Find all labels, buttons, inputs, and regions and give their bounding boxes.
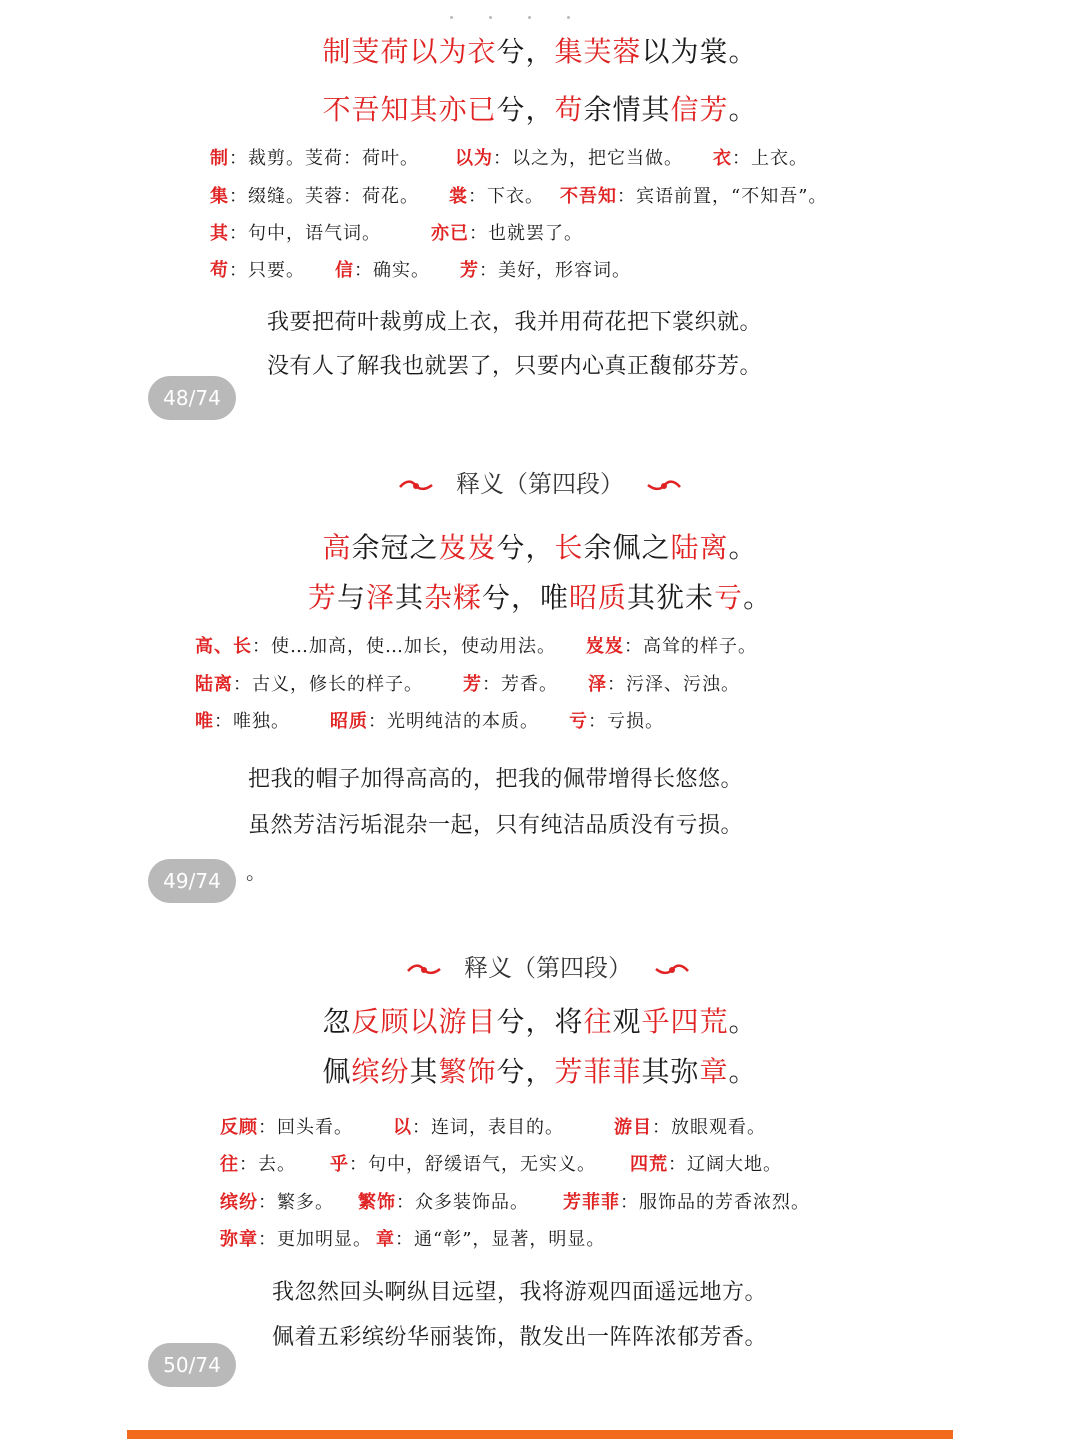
translation-line: 没有人了解我也就罢了，只要内心真正馥郁芬芳。 [267,354,763,379]
highlighted-text: 往 [583,1005,613,1038]
plain-text: 佩 [322,1055,352,1088]
gloss-term: 亦已 [431,223,469,244]
gloss-term: 其 [210,223,229,244]
gloss-term: 芳菲菲 [563,1192,620,1213]
gloss-entry [614,1113,766,1139]
cloud-ornament-icon [398,478,434,494]
gloss-term: 制 [210,148,229,169]
highlighted-text: 芳菲菲 [554,1055,642,1088]
gloss-entry [449,182,544,208]
gloss-entry [455,144,683,170]
verse-line [0,526,1080,566]
gloss-line [210,219,583,245]
gloss-term: 衣 [713,148,732,169]
translation-line: 佩着五彩缤纷华丽装饰，散发出一阵阵浓郁芳香。 [272,1325,768,1350]
plain-text: 其 [409,1055,439,1088]
plain-text: 。 [728,93,758,126]
gloss-term: 不吾知 [560,186,617,207]
highlighted-text: 芳 [307,581,337,614]
gloss-entry [330,707,539,733]
gloss-term: 游目 [614,1117,652,1138]
highlighted-text: 长 [554,531,584,564]
gloss-entry [713,144,808,170]
gloss-line [195,707,664,733]
gloss-term: 亏 [569,711,588,732]
gloss-entry [630,1150,782,1176]
highlighted-text: 泽 [365,581,395,614]
verse-line [0,1000,1080,1040]
gloss-definition: ：繁多。 [258,1192,334,1213]
gloss-definition: ：句中，舒缓语气，无实义。 [349,1154,596,1175]
gloss-entry [463,670,558,696]
plain-text: 观 [612,1005,642,1038]
plain-text: 兮，唯 [482,581,570,614]
gloss-line [210,182,827,208]
section-heading [0,464,1080,499]
plain-text: 忽 [322,1005,352,1038]
gloss-entry [220,1188,334,1214]
cloud-ornament-icon [654,962,690,978]
gloss-definition: ：污泽、污浊。 [607,674,740,695]
gloss-entry [210,219,381,245]
cloud-ornament-icon [406,962,442,978]
gloss-definition: ：光明纯洁的本质。 [368,711,539,732]
gloss-definition: ：通“彰”，显著，明显。 [395,1229,606,1250]
highlighted-text: 缤纷 [351,1055,410,1088]
plain-text: 。 [743,581,773,614]
gloss-definition: ：上衣。 [732,148,808,169]
gloss-term: 以 [393,1117,412,1138]
plain-text: 兮， [496,35,555,68]
stray-punctuation: 。 [246,860,266,884]
gloss-term: 反顾 [220,1117,258,1138]
highlighted-text: 亏 [714,581,744,614]
section-heading-text: 释义（第四段） [456,470,624,498]
plain-text: 兮， [496,531,555,564]
gloss-entry [376,1225,605,1251]
gloss-definition: ：更加明显。 [258,1229,372,1250]
highlighted-text: 乎四荒 [641,1005,729,1038]
gloss-entry [220,1113,353,1139]
gloss-entry [195,632,556,658]
gloss-term: 苟 [210,260,229,281]
plain-text: 其犹未 [627,581,715,614]
section-heading [0,948,1080,983]
gloss-term: 章 [376,1229,395,1250]
highlighted-text: 制 [322,35,352,68]
gloss-term: 昭质 [330,711,368,732]
gloss-entry [588,670,740,696]
gloss-line [195,632,757,658]
gloss-term: 信 [335,260,354,281]
plain-text: 余冠之 [351,531,439,564]
translation-line: 我忽然回头啊纵目远望，我将游观四面遥远地方。 [272,1280,768,1305]
gloss-definition: ：裁剪。芰荷：荷叶。 [229,148,419,169]
gloss-entry [195,707,290,733]
gloss-definition: ：使…加高，使…加长，使动用法。 [252,636,556,657]
verse-line [0,576,1080,616]
gloss-entry [220,1225,372,1251]
gloss-entry [563,1188,810,1214]
highlighted-text: 信芳 [670,93,729,126]
gloss-term: 集 [210,186,229,207]
gloss-definition: ：以之为，把它当做。 [493,148,683,169]
gloss-line [195,670,740,696]
verse-line [0,88,1080,128]
highlighted-text: 昭质 [569,581,628,614]
gloss-definition: ：唯独。 [214,711,290,732]
gloss-definition: ：下衣。 [468,186,544,207]
gloss-term: 往 [220,1154,239,1175]
section-heading-text: 释义（第四段） [464,954,632,982]
plain-text: 。 [728,1055,758,1088]
gloss-term: 裳 [449,186,468,207]
highlighted-text: 苟 [554,93,584,126]
gloss-definition: ：辽阔大地。 [668,1154,782,1175]
gloss-term: 弥章 [220,1229,258,1250]
gloss-definition: ：去。 [239,1154,296,1175]
gloss-definition: ：连词，表目的。 [412,1117,564,1138]
page-counter-badge: 49/74 [148,859,236,903]
gloss-term: 繁饰 [358,1192,396,1213]
gloss-entry [210,182,419,208]
gloss-term: 芳 [460,260,479,281]
gloss-entry [460,256,631,282]
gloss-term: 芳 [463,674,482,695]
plain-text: 。 [728,1005,758,1038]
gloss-term: 唯 [195,711,214,732]
highlighted-text: 岌岌 [438,531,497,564]
gloss-line [210,144,808,170]
highlighted-text: 集芙蓉 [554,35,642,68]
highlighted-text: 芰荷以为衣 [351,35,497,68]
gloss-entry [358,1188,529,1214]
gloss-line [220,1225,605,1251]
gloss-term: 岌岌 [586,636,624,657]
gloss-line [210,256,631,282]
page-counter-badge: 48/74 [148,376,236,420]
gloss-definition: ：缀缝。芙蓉：荷花。 [229,186,419,207]
bottom-accent-bar [127,1430,953,1439]
gloss-entry [431,219,583,245]
gloss-definition: ：只要。 [229,260,305,281]
translation-line: 虽然芳洁污垢混杂一起，只有纯洁品质没有亏损。 [248,813,744,838]
gloss-line [220,1113,766,1139]
highlighted-text: 陆离 [670,531,729,564]
gloss-definition: ：句中，语气词。 [229,223,381,244]
plain-text: 兮，将 [496,1005,584,1038]
gloss-definition: ：也就罢了。 [469,223,583,244]
top-scroll-dots [450,4,610,8]
gloss-entry [586,632,757,658]
plain-text: 其 [394,581,424,614]
gloss-definition: ：古义，修长的样子。 [233,674,423,695]
plain-text: 以为裳。 [641,35,758,68]
gloss-definition: ：美好，形容词。 [479,260,631,281]
plain-text: 其弥 [641,1055,700,1088]
plain-text: 。 [728,531,758,564]
translation-line: 把我的帽子加得高高的，把我的佩带增得长悠悠。 [248,767,744,792]
gloss-term: 缤纷 [220,1192,258,1213]
gloss-entry [560,182,827,208]
gloss-definition: ：亏损。 [588,711,664,732]
highlighted-text: 繁饰 [438,1055,497,1088]
plain-text: 兮， [496,93,555,126]
gloss-entry [220,1150,296,1176]
gloss-definition: ：回头看。 [258,1117,353,1138]
page-counter-badge: 50/74 [148,1343,236,1387]
gloss-entry [393,1113,564,1139]
plain-text: 兮， [496,1055,555,1088]
gloss-term: 以为 [455,148,493,169]
gloss-entry [330,1150,596,1176]
highlighted-text: 杂糅 [423,581,482,614]
gloss-term: 高、长 [195,636,252,657]
gloss-term: 四荒 [630,1154,668,1175]
highlighted-text: 不吾知其亦已 [322,93,497,126]
gloss-line [220,1150,782,1176]
gloss-definition: ：芳香。 [482,674,558,695]
gloss-definition: ：放眼观看。 [652,1117,766,1138]
gloss-definition: ：宾语前置，“不知吾”。 [617,186,828,207]
gloss-entry [210,256,305,282]
translation-line: 我要把荷叶裁剪成上衣，我并用荷花把下裳织就。 [267,310,763,335]
gloss-definition: ：众多装饰品。 [396,1192,529,1213]
gloss-entry [210,144,419,170]
gloss-definition: ：确实。 [354,260,430,281]
highlighted-text: 章 [699,1055,729,1088]
gloss-term: 陆离 [195,674,233,695]
highlighted-text: 高 [322,531,352,564]
gloss-line [220,1188,810,1214]
verse-line [0,1050,1080,1090]
plain-text: 余情其 [583,93,671,126]
gloss-entry [569,707,664,733]
gloss-definition: ：高耸的样子。 [624,636,757,657]
cloud-ornament-icon [646,478,682,494]
verse-line [0,30,1080,70]
plain-text: 余佩之 [583,531,671,564]
gloss-entry [195,670,423,696]
highlighted-text: 反顾以游目 [351,1005,497,1038]
gloss-entry [335,256,430,282]
gloss-term: 乎 [330,1154,349,1175]
gloss-term: 泽 [588,674,607,695]
gloss-definition: ：服饰品的芳香浓烈。 [620,1192,810,1213]
plain-text: 与 [336,581,366,614]
